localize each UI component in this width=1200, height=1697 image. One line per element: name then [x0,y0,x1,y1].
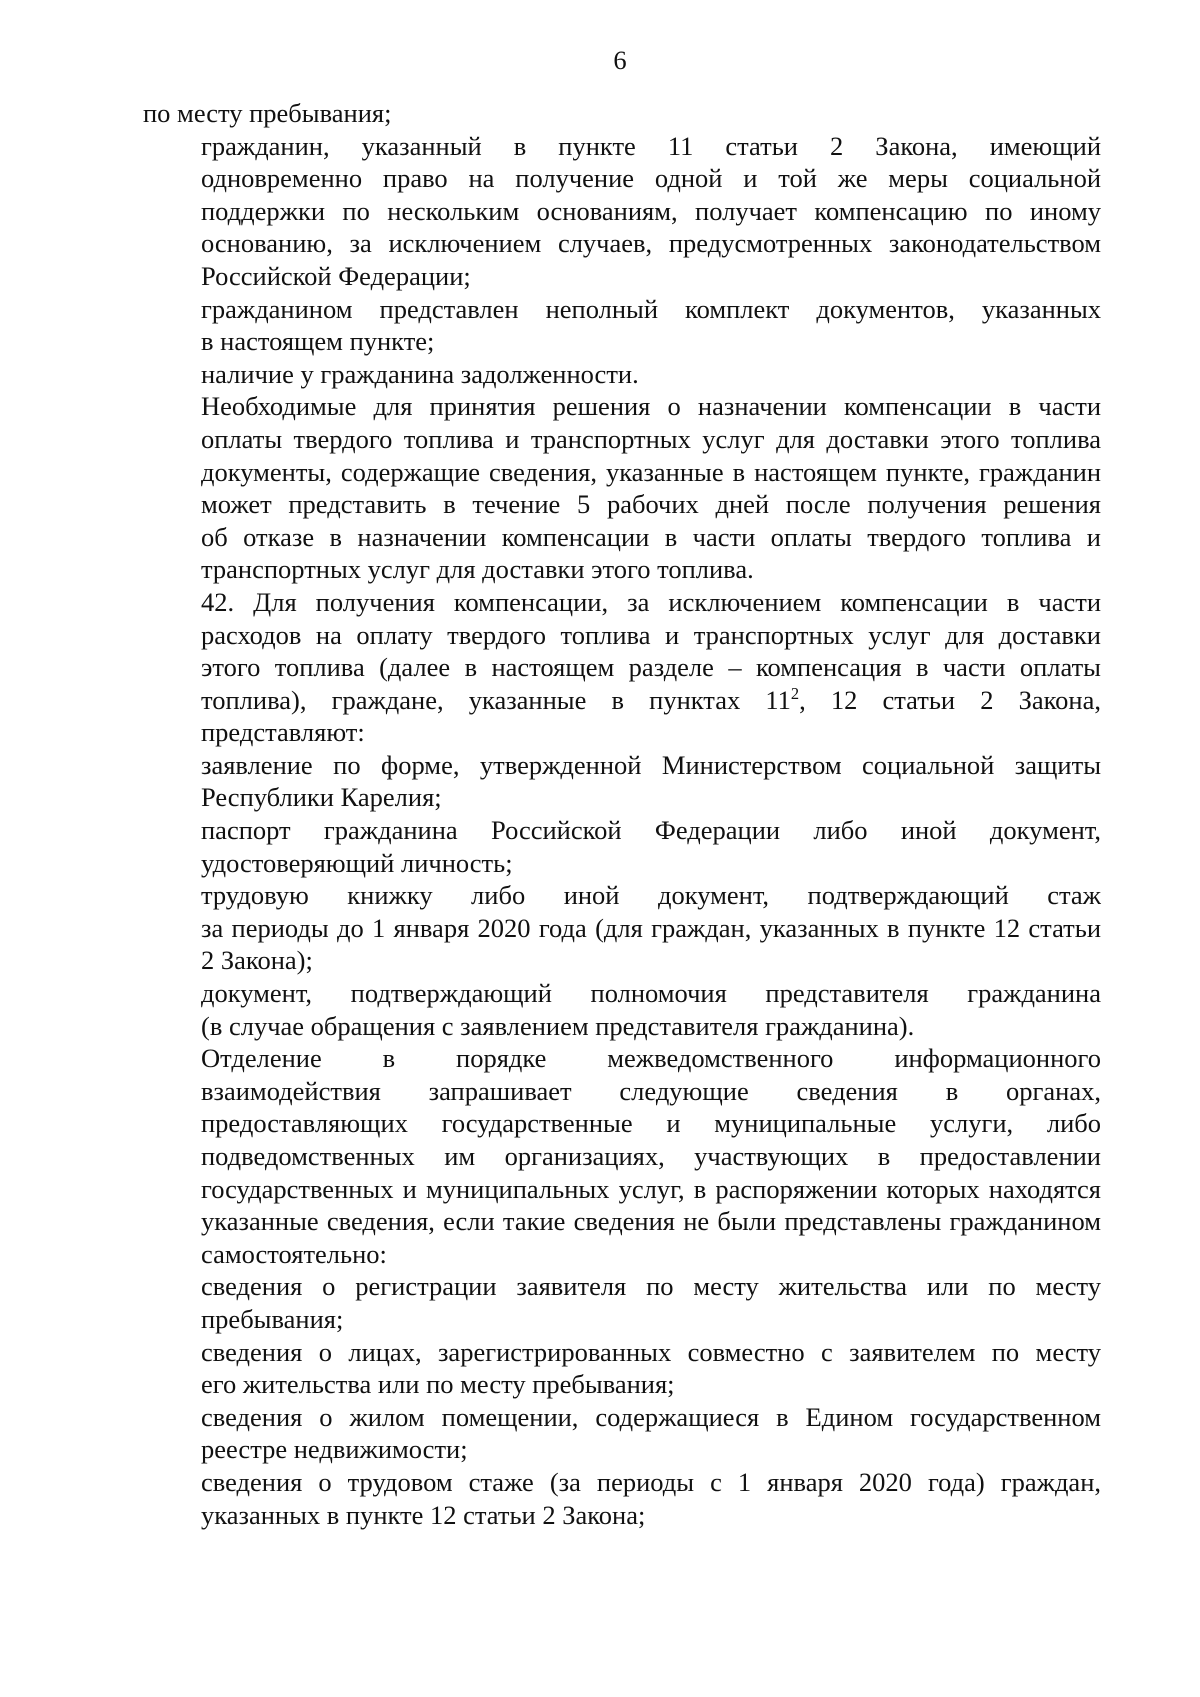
text-line: наличие у гражданина задолженности. [201,358,639,389]
text-line: транспортных услуг для доставки этого топлива. [201,554,754,585]
text-line: Необходимые для принятия решения о назначении компенсации в части [201,391,1101,422]
text-line: Отделение в порядке межведомственного информационного [201,1043,1101,1074]
text-line: документы, содержащие сведения, указанные в настоящем пункте, гражданин [201,456,1101,487]
paragraph [143,390,1101,586]
text-line: указанные сведения, если такие сведения не были представлены гражданином [201,1206,1101,1237]
paragraph [143,977,1101,1042]
paragraph [143,879,1101,977]
paragraph [143,358,1101,391]
text-line: представляют: [201,717,365,748]
paragraph [143,97,1101,130]
paragraph [143,749,1101,814]
text-line: Республики Карелия; [201,782,442,813]
text-line: указанных в пункте 12 статьи 2 Закона; [201,1499,646,1530]
text-line: (в случае обращения с заявлением представителя гражданина). [201,1010,915,1041]
text-line: этого топлива (далее в настоящем разделе – компенсация в части оплаты [201,652,1101,683]
paragraph [143,1336,1101,1401]
text-line: топлива), граждане, указанные в пунктах $11^2$, 12 статьи 2 Закона, [201,683,1101,715]
text-line: Российской Федерации; [201,260,471,291]
text-line: документ, подтверждающий полномочия представителя гражданина [201,978,1101,1009]
text-line: паспорт гражданина Российской Федерации либо иной документ, [201,815,1101,846]
text-line: в настоящем пункте; [201,326,435,357]
text-line: основанию, за исключением случаев, предусмотренных законодательством [201,228,1101,259]
text-line: пребывания; [201,1303,344,1334]
text-line: реестре недвижимости; [201,1434,468,1465]
text-line: оплаты твердого топлива и транспортных услуг для доставки этого топлива [201,423,1101,454]
text-line: расходов на оплату твердого топлива и транспортных услуг для доставки [201,619,1101,650]
text-line: предоставляющих государственные и муниципальные услуги, либо [201,1108,1101,1139]
text-line: гражданин, указанный в пункте 11 статьи 2 Закона, имеющий [201,130,1101,161]
paragraph [143,814,1101,879]
text-line: 2 Закона); [201,945,313,976]
text-line: самостоятельно: [201,1238,387,1269]
text-line: за периоды до 1 января 2020 года (для граждан, указанных в пункте 12 статьи [201,912,1101,943]
text-line: сведения о трудовом стаже (за периоды с 1 января 2020 года) граждан, [201,1466,1101,1497]
text-line: может представить в течение 5 рабочих дней после получения решения [201,489,1101,520]
text-line: государственных и муниципальных услуг, в распоряжении которых находятся [201,1173,1101,1204]
paragraph [143,1401,1101,1466]
paragraph [143,1042,1101,1270]
text-line: сведения о жилом помещении, содержащиеся в Едином государственном [201,1401,1101,1432]
text-line: удостоверяющий личность; [201,847,513,878]
text-line: взаимодействия запрашивает следующие сведения в органах, [201,1075,1101,1106]
text-line: 42. Для получения компенсации, за исключением компенсации в части [201,586,1101,617]
paragraph [143,1270,1101,1335]
text-line: гражданином представлен неполный комплект документов, указанных [201,293,1101,324]
text-line: его жительства или по месту пребывания; [201,1369,675,1400]
text-line: по месту пребывания; [143,98,392,128]
text-line: одновременно право на получение одной и той же меры социальной [201,163,1101,194]
text-line: поддержки по нескольким основаниям, получает компенсацию по иному [201,195,1101,226]
paragraph [143,130,1101,293]
text-line: заявление по форме, утвержденной Министерством социальной защиты [201,749,1101,780]
text-line: трудовую книжку либо иной документ, подтверждающий стаж [201,880,1101,911]
page-number: 6 [613,45,627,75]
paragraph [143,586,1101,749]
text-line: сведения о лицах, зарегистрированных совместно с заявителем по месту [201,1336,1101,1367]
paragraph [143,293,1101,358]
text-line: об отказе в назначении компенсации в части оплаты твердого топлива и [201,521,1101,552]
text-line: подведомственных им организациях, участвующих в предоставлении [201,1141,1101,1171]
paragraph [143,1466,1101,1531]
text-line: сведения о регистрации заявителя по месту жительства или по месту [201,1271,1101,1302]
document-body [143,97,1101,1531]
